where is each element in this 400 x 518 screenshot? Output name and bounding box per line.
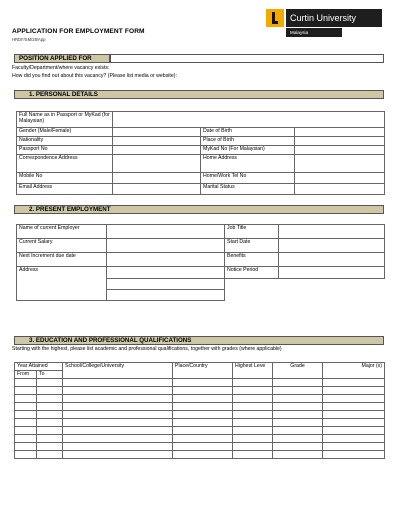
to-header: To [37,371,63,379]
table-row[interactable] [15,379,385,387]
address-label: Address [17,267,107,301]
notice-period-label: Notice Period [225,267,279,279]
major-header: Major (s) [323,363,385,379]
logo-subtitle: Malaysia [286,28,342,37]
table-row[interactable] [15,419,385,427]
job-title-label: Job Title [225,225,279,239]
form-title: APPLICATION FOR EMPLOYMENT FORM [12,28,145,35]
email-address-field[interactable] [113,184,201,195]
mobile-no-field[interactable] [113,173,201,184]
present-employment-table [16,224,385,301]
marital-status-label: Marital Status [201,184,295,195]
table-row[interactable] [15,387,385,395]
nationality-field[interactable] [113,137,201,146]
employment-blank [225,290,385,301]
place-country-header: Place/Country [173,363,233,379]
form-reference: HRDF/SM/28/App [12,37,46,42]
gender-field[interactable] [113,128,201,137]
grade-header: Grade [273,363,323,379]
next-increment-label: Next Increment due date [17,253,107,267]
correspondence-address-label: Correspondence Address [17,155,113,173]
university-logo [266,9,382,37]
job-title-field[interactable] [279,225,385,239]
present-employment-heading: 2. PRESENT EMPLOYMENT [14,205,384,214]
date-of-birth-field[interactable] [295,128,385,137]
full-name-label: Full Name as in Passport or MyKad (for Malaysian) [17,112,113,128]
education-instruction: Starting with the highest, please list academic and professional qualifications, together with grades (where applicable) [12,346,282,352]
personal-details-heading: 1. PERSONAL DETAILS [14,90,384,99]
current-salary-field[interactable] [107,239,225,253]
from-header: From [15,371,37,379]
faculty-department-prompt: Faculty/Department/where vacancy exists: [12,65,110,71]
employment-blank [225,279,385,290]
notice-period-field[interactable] [279,267,385,279]
year-attained-header: Year Attained [15,363,63,371]
passport-no-label: Passport No [17,146,113,155]
place-of-birth-label: Place of Birth [201,137,295,146]
table-row[interactable] [15,443,385,451]
table-row[interactable] [15,395,385,403]
next-increment-field[interactable] [107,253,225,267]
home-address-field[interactable] [295,155,385,173]
gender-label: Gender (Male/Female) [17,128,113,137]
start-date-field[interactable] [279,239,385,253]
education-table [14,362,385,459]
curtin-mark-icon [266,9,284,27]
address-field-line3[interactable] [107,290,225,301]
passport-no-field[interactable] [113,146,201,155]
current-employer-label: Name of current Employer [17,225,107,239]
mykad-no-label: MyKad No (For Malaysian) [201,146,295,155]
table-row[interactable] [15,451,385,459]
nationality-label: Nationality [17,137,113,146]
table-row[interactable] [15,403,385,411]
logo-name: Curtin University [286,9,382,27]
school-header: School/College/University [63,363,173,379]
table-row[interactable] [15,411,385,419]
education-heading: 3. EDUCATION AND PROFESSIONAL QUALIFICATIONS [14,336,384,345]
vacancy-source-prompt: How did you find out about this vacancy? (Please list media or website): [12,73,177,79]
correspondence-address-field[interactable] [113,155,201,173]
place-of-birth-field[interactable] [295,137,385,146]
benefits-label: Benefits [225,253,279,267]
address-field-line2[interactable] [107,279,225,290]
address-field-line1[interactable] [107,267,225,279]
current-employer-field[interactable] [107,225,225,239]
mobile-no-label: Mobile No [17,173,113,184]
benefits-field[interactable] [279,253,385,267]
mykad-no-field[interactable] [295,146,385,155]
full-name-field[interactable] [113,112,385,128]
current-salary-label: Current Salary [17,239,107,253]
position-applied-field[interactable] [110,54,384,63]
table-row[interactable] [15,435,385,443]
home-address-label: Home Address [201,155,295,173]
start-date-label: Start Date [225,239,279,253]
email-address-label: Email Address [17,184,113,195]
date-of-birth-label: Date of Birth [201,128,295,137]
marital-status-field[interactable] [295,184,385,195]
personal-details-table [16,111,385,195]
highest-level-header: Highest Leve [233,363,273,379]
table-row[interactable] [15,427,385,435]
home-work-tel-field[interactable] [295,173,385,184]
home-work-tel-label: Home/Work Tel No [201,173,295,184]
position-applied-heading: POSITION APPLIED FOR [14,54,110,63]
